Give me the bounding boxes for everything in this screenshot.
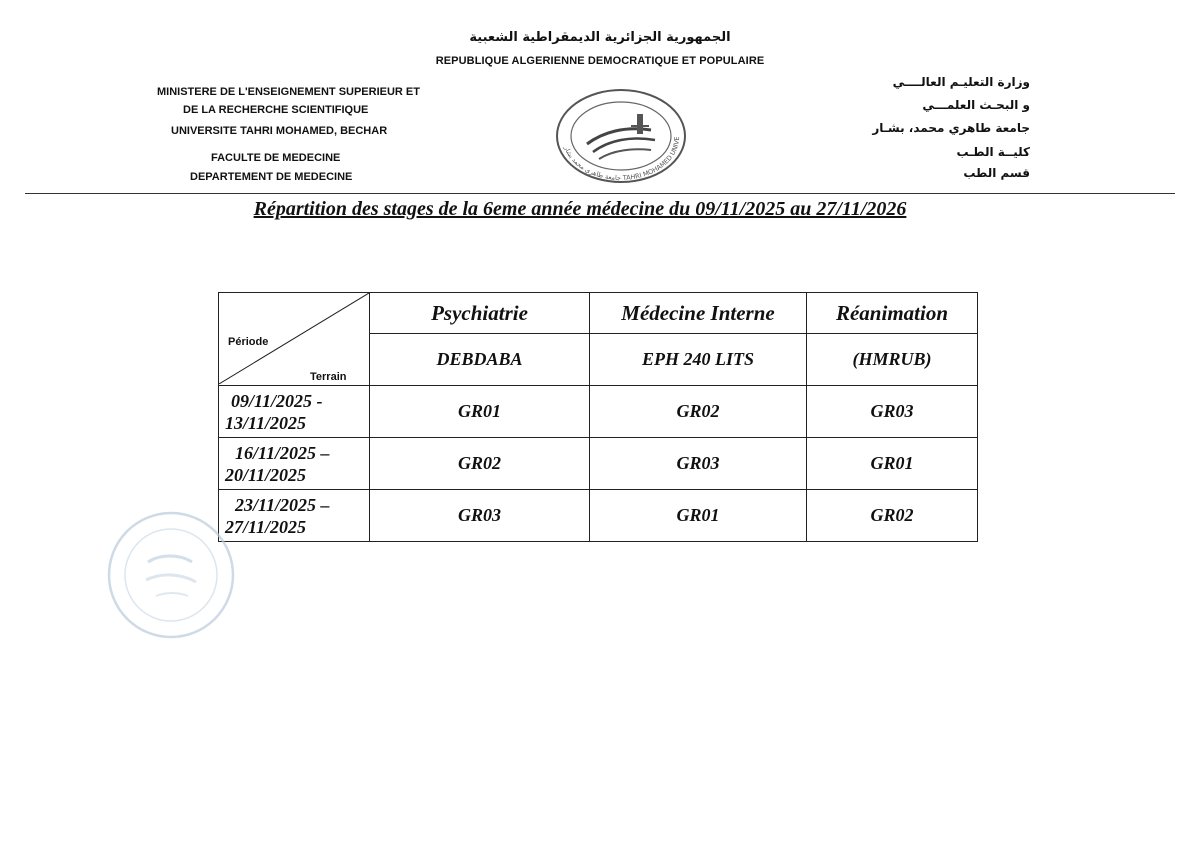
period-cell [219, 438, 370, 490]
group-cell: GR02 [370, 438, 590, 490]
column-site-psychiatrie: DEBDABA [370, 334, 590, 386]
group-cell: GR01 [807, 438, 978, 490]
internship-schedule-table [218, 292, 978, 542]
period-cell [219, 386, 370, 438]
department-name-ar: قسم الطب [963, 166, 1030, 180]
column-site-medecine-interne: EPH 240 LITS [590, 334, 807, 386]
ministry-line-1-ar: وزارة التعليـم العالــــي [892, 75, 1030, 89]
column-header-psychiatrie: Psychiatrie [370, 293, 590, 334]
group-cell: GR03 [590, 438, 807, 490]
university-name-fr: UNIVERSITE TAHRI MOHAMED, BECHAR [171, 125, 388, 137]
official-stamp [96, 500, 246, 655]
group-cell: GR01 [590, 490, 807, 542]
logo-caption: جامعة طاهري محمد بشار TAHRI MOHAMED UNIVE [562, 136, 682, 183]
period-start: 09/11/2025 - [231, 390, 323, 411]
period-label: Période [228, 336, 269, 348]
group-cell: GR02 [590, 386, 807, 438]
period-end: 27/11/2025 [225, 516, 307, 537]
table-corner-cell [219, 293, 370, 386]
group-cell: GR03 [807, 386, 978, 438]
ministry-line-1-fr: MINISTERE DE L'ENSEIGNEMENT SUPERIEUR ET [157, 86, 420, 98]
department-name-fr: DEPARTEMENT DE MEDECINE [190, 171, 353, 183]
table-row [219, 438, 978, 490]
faculty-name-fr: FACULTE DE MEDECINE [211, 152, 341, 164]
faculty-name-ar: كليــة الطـب [956, 145, 1030, 159]
column-header-reanimation: Réanimation [807, 293, 978, 334]
arabic-republic-heading: الجمهورية الجزائرية الديمقراطية الشعبية [469, 30, 731, 45]
group-cell: GR03 [370, 490, 590, 542]
university-logo [553, 86, 689, 191]
period-start: 23/11/2025 – [235, 494, 330, 515]
table-row [219, 386, 978, 438]
group-cell: GR02 [807, 490, 978, 542]
column-site-reanimation: (HMRUB) [807, 334, 978, 386]
period-end: 13/11/2025 [225, 412, 307, 433]
group-cell: GR01 [370, 386, 590, 438]
site-label: Terrain [310, 371, 347, 383]
republic-heading: REPUBLIQUE ALGERIENNE DEMOCRATIQUE ET POPULAIRE [435, 55, 765, 67]
period-end: 20/11/2025 [225, 464, 307, 485]
column-header-medecine-interne: Médecine Interne [590, 293, 807, 334]
table-row [219, 490, 978, 542]
university-name-ar: جامعة طاهري محمد، بشـار [872, 121, 1030, 135]
ministry-line-2-fr: DE LA RECHERCHE SCIENTIFIQUE [183, 104, 369, 116]
header-divider [25, 193, 1175, 194]
ministry-line-2-ar: و البحـث العلمـــي [922, 98, 1030, 112]
period-start: 16/11/2025 – [235, 442, 330, 463]
document-title: Répartition des stages de la 6eme année médecine du 09/11/2025 au 27/11/2026 [253, 198, 907, 220]
